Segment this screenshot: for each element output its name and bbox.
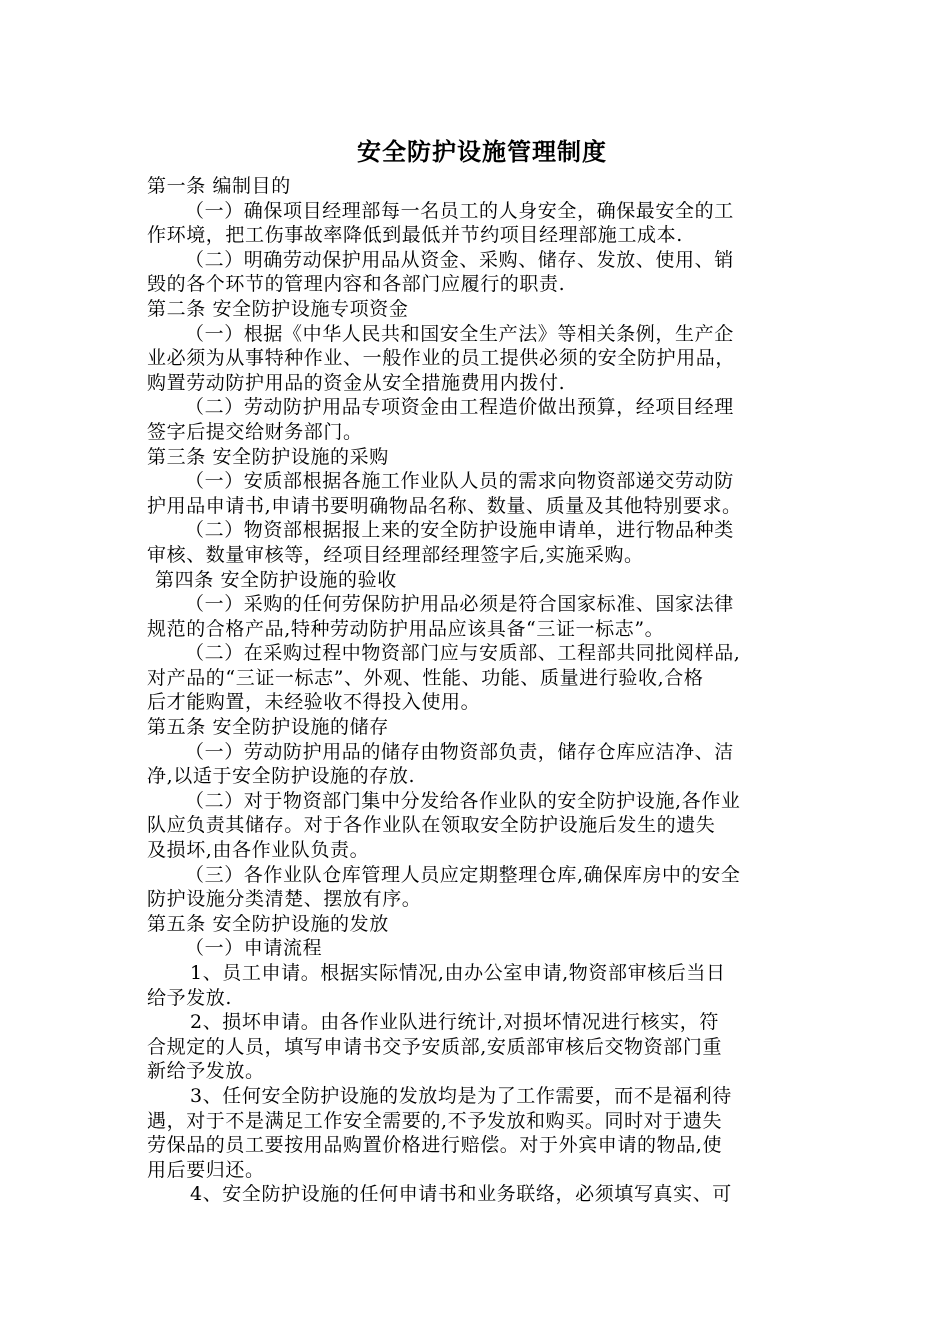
body-line: 作环境，把工伤事故率降低到最低并节约项目经理部施工成本. [147, 224, 683, 247]
body-line: （二）物资部根据报上来的安全防护设施申请单，进行物品种类 [185, 519, 734, 542]
body-line: （三）各作业队仓库管理人员应定期整理仓库,确保库房中的安全 [185, 863, 741, 886]
document-body [147, 174, 817, 1207]
body-line: 4、安全防护设施的任何申请书和业务联络，必须填写真实、可 [190, 1183, 732, 1206]
body-line: 第二条 安全防护设施专项资金 [147, 297, 409, 320]
body-line: 第一条 编制目的 [147, 175, 291, 197]
body-line: （一）确保项目经理部每一名员工的人身安全，确保最安全的工 [185, 199, 734, 222]
body-line: 用后要归还。 [147, 1158, 265, 1181]
body-line: 给予发放. [147, 986, 233, 1009]
body-line: （二）明确劳动保护用品从资金、采购、储存、发放、使用、销 [185, 248, 734, 271]
body-line: 新给予发放。 [147, 1060, 265, 1083]
body-line: （二）对于物资部门集中分发给各作业队的安全防护设施,各作业 [185, 789, 741, 812]
body-line: 毁的各个环节的管理内容和各部门应履行的职责. [147, 273, 566, 296]
body-line: 规范的合格产品,特种劳动防护用品应该具备“三证一标志”。 [147, 617, 665, 640]
body-line: （二）劳动防护用品专项资金由工程造价做出预算，经项目经理 [185, 396, 734, 419]
body-line: 3、任何安全防护设施的发放均是为了工作需要，而不是福利待 [190, 1084, 732, 1107]
body-line: 第四条 安全防护设施的验收 [155, 568, 397, 591]
body-line: （一）安质部根据各施工作业队人员的需求向物资部递交劳动防 [185, 470, 734, 493]
body-line: 对产品的“三证一标志”、外观、性能、功能、质量进行验收,合格 [147, 666, 704, 689]
body-line: 护用品申请书,申请书要明确物品名称、数量、质量及其他特别要求。 [147, 494, 742, 517]
body-line: 合规定的人员，填写申请书交予安质部,安质部审核后交物资部门重 [147, 1035, 723, 1058]
body-line: 及损坏,由各作业队负责。 [147, 839, 370, 862]
body-line: 第三条 安全防护设施的采购 [147, 445, 389, 468]
body-line: 购置劳动防护用品的资金从安全措施费用内拨付. [147, 371, 566, 394]
body-line: 净,以适于安全防护设施的存放. [147, 765, 416, 788]
body-line: 审核、数量审核等，经项目经理部经理签字后,实施采购。 [147, 543, 644, 566]
body-line: 签字后提交给财务部门。 [147, 420, 363, 443]
body-line: （一）采购的任何劳保防护用品必须是符合国家标准、国家法律 [185, 593, 734, 616]
body-line: 队应负责其储存。对于各作业队在领取安全防护设施后发生的遗失 [147, 814, 716, 837]
document-page [147, 132, 817, 1207]
body-line: 后才能购置，未经验收不得投入使用。 [147, 691, 481, 714]
body-line: （一）申请流程 [185, 937, 323, 960]
body-line: 遇，对于不是满足工作安全需要的,不予发放和购买。同时对于遗失 [147, 1109, 723, 1132]
body-line: 第五条 安全防护设施的发放 [147, 912, 389, 935]
body-line: （一）根据《中华人民共和国安全生产法》等相关条例，生产企 [185, 322, 734, 345]
body-line: （一）劳动防护用品的储存由物资部负责，储存仓库应洁净、洁 [185, 740, 734, 763]
body-line: 1、员工申请。根据实际情况,由办公室申请,物资部审核后当日 [190, 962, 726, 984]
body-line: 第五条 安全防护设施的储存 [147, 716, 389, 739]
body-line: 防护设施分类清楚、摆放有序。 [147, 888, 422, 911]
document-title: 安全防护设施管理制度 [357, 138, 607, 166]
body-line: 2、损坏申请。由各作业队进行统计,对损坏情况进行核实，符 [190, 1011, 719, 1034]
body-line: 劳保品的员工要按用品购置价格进行赔偿。对于外宾申请的物品,使 [147, 1134, 723, 1157]
body-line: （二）在采购过程中物资部门应与安质部、工程部共同批阅样品, [185, 642, 741, 665]
body-line: 业必须为从事特种作业、一般作业的员工提供必须的安全防护用品， [147, 347, 736, 370]
